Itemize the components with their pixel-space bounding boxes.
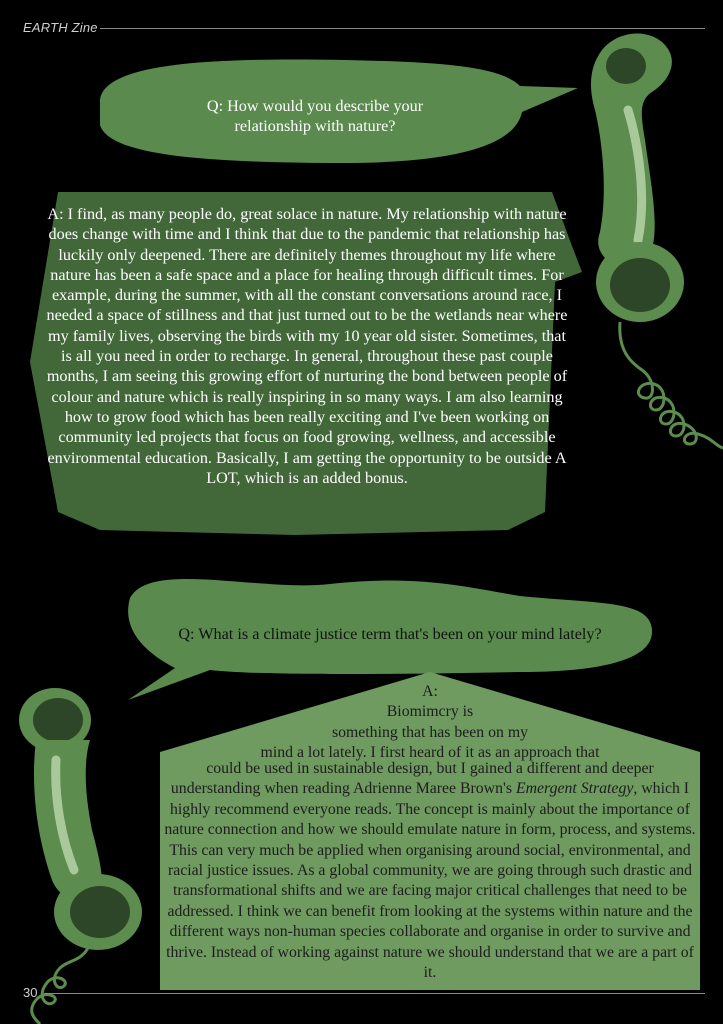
answer-1: A: I find, as many people do, great solace in nature. My relationship with nature does change with time and I think that due to the pandemic that relationship has luckily only deepened. There are definitely themes throughout my life where nature has been a safe space and a place for healing through difficult times. For example, during the summer, with all the constant conversations around race, I needed a space of stillness and that just turned out to be the wetlands near where my family lives, observing the birds with my 10 year old sister. Sometimes, that is all you need in order to recharge. In general, throughout these past couple months, I am seeing this growing effort of nurturing the bond between people of colour and nature which is really inspiring in so many ways. I am also learning how to grow food which has been really exciting and I've been working on community led projects that focus on food growing, wellness, and accessible environmental education. Basically, I am getting the opportunity to be outside A LOT, which is an added bonus. <box>46 205 568 487</box>
question-2: Q: What is a climate justice term that's been on your mind lately? <box>178 625 602 643</box>
answer-2-body-end: , which I highly recommend everyone reads. The concept is mainly about the importance of nature connection and how we should emulate nature in form, process, and systems. This can very much be applied when organising around social, environmental, and racial justice issues. As a global community, we are going through such drastic and transformational shifts and we are facing major critical challenges that need to be addressed. I think we can benefit from looking at the systems within nature and the different ways non-human species collaborate and organise in order to survive and thrive. Instead of working against nature we should understand that we are a part of it. <box>164 780 696 982</box>
answer-2-line-2: Biomimcry is <box>386 703 474 721</box>
header-rule <box>100 28 705 29</box>
telephone-handset-icon <box>591 34 723 448</box>
answer-2-body-start: could be used in sustainable design, but I gained a different and deeper understanding when reading Adrienne Maree Brown's <box>170 760 654 798</box>
answer-2-line-3: something that has been on my <box>331 723 529 741</box>
footer-rule <box>44 993 705 994</box>
answer-2-body <box>160 759 700 983</box>
question-1: Q: How would you describe your relationship with nature? <box>206 97 424 136</box>
answer-2-heading <box>160 682 700 764</box>
publication-title: EARTH Zine <box>23 20 98 35</box>
telephone-handset-icon <box>19 688 142 1024</box>
page-number: 30 <box>23 985 38 1000</box>
answer-2-line-1: A: <box>422 683 438 700</box>
answer-2-line-4: mind a lot lately. I first heard of it as an approach that <box>260 744 600 762</box>
book-title: Emergent Strategy <box>515 780 634 798</box>
